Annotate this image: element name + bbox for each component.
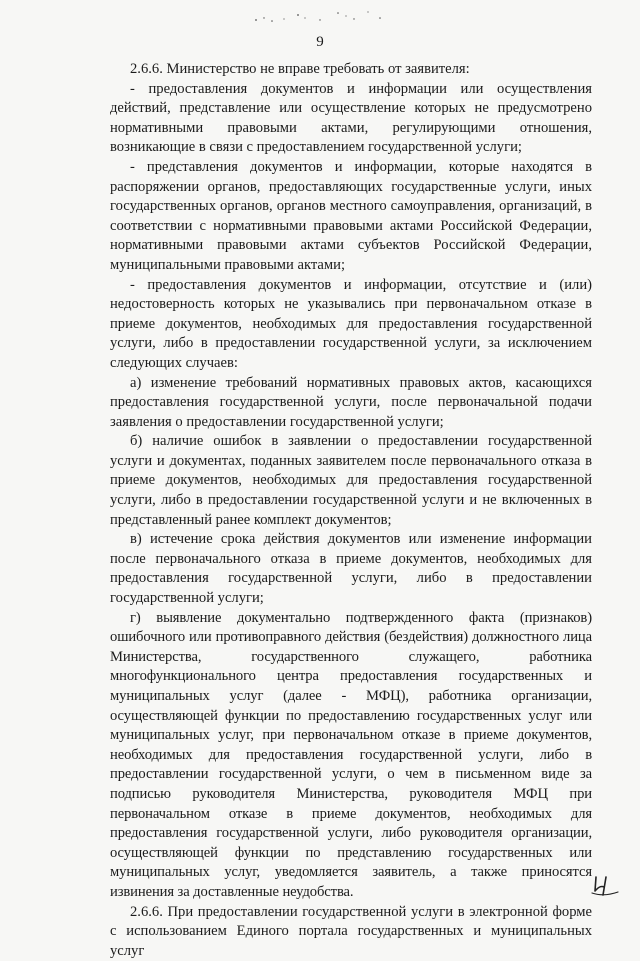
scan-noise-icon: [250, 6, 410, 26]
section-heading: 2.6.6. Министерство не вправе требовать от заявителя:: [130, 61, 470, 77]
section-heading: 2.6.6. При предоставлении государственной услуги в электронной форме с использованием Единого портала государственных и муниципальных услуг: [110, 903, 592, 959]
document-body: [110, 60, 592, 961]
list-item: г) выявление документально подтвержденного факта (признаков) ошибочного или противоправного действия (бездействия) должностного лица Министерства, государственного служащего, работника многофункционального центра предоставления государственных и муниципальных услуг (далее - МФЦ), работника организации, осуществляющей функции по предоставлению государственных услуг или муниципальных услуг, при первоначальном отказе в приеме документов, необходимых для предоставления государственной услуги, либо в предоставлении государственной услуги, о чем в письменном виде за подписью руководителя Министерства, руководителя МФЦ при первоначальном отказе в приеме документов, необходимых для предоставления государственной услуги, либо руководителя организации, осуществляющей функции по представлению государственных или муниципальных услуг, уведомляется заявитель, а также приносятся извинения за доставленные неудобства.: [110, 609, 592, 900]
list-item: - предоставления документов и информации или осуществления действий, представление или осуществление которых не предусмотрено нормативными правовыми актами, регулирующими отношения, возникающие в связи с предоставлением государственной услуги;: [110, 80, 592, 156]
list-item: а) изменение требований нормативных правовых актов, касающихся предоставления государственной услуги, после первоначальной подачи заявления о предоставлении государственной услуги;: [110, 374, 592, 430]
list-item: в) истечение срока действия документов или изменение информации после первоначального отказа в приеме документов, необходимых для предоставления государственной услуги, либо в предоставлении государственной услуги;: [110, 531, 592, 607]
handwritten-mark-icon: [590, 873, 620, 897]
page-number: 9: [316, 34, 324, 50]
list-item: - представления документов и информации, которые находятся в распоряжении органов, предоставляющих государственные услуги, иных государственных органов, органов местного самоуправления, организаций, в соответствии с нормативными правовыми актами Российской Федерации, нормативными правовыми актами субъектов Российской Федерации, муниципальными правовыми актами;: [110, 158, 592, 273]
list-item: б) наличие ошибок в заявлении о предоставлении государственной услуги и документах, поданных заявителем после первоначального отказа в приеме документов, необходимых для предоставления государственной услуги, либо в предоставлении государственной услуги и не включенных в представленный ранее комплект документов;: [110, 433, 592, 528]
list-item: - предоставления документов и информации, отсутствие и (или) недостоверность которых не указывались при первоначальном отказе в приеме документов, необходимых для предоставления государственной услуги, либо в предоставлении государственной услуги, за исключением следующих случаев:: [110, 276, 592, 371]
